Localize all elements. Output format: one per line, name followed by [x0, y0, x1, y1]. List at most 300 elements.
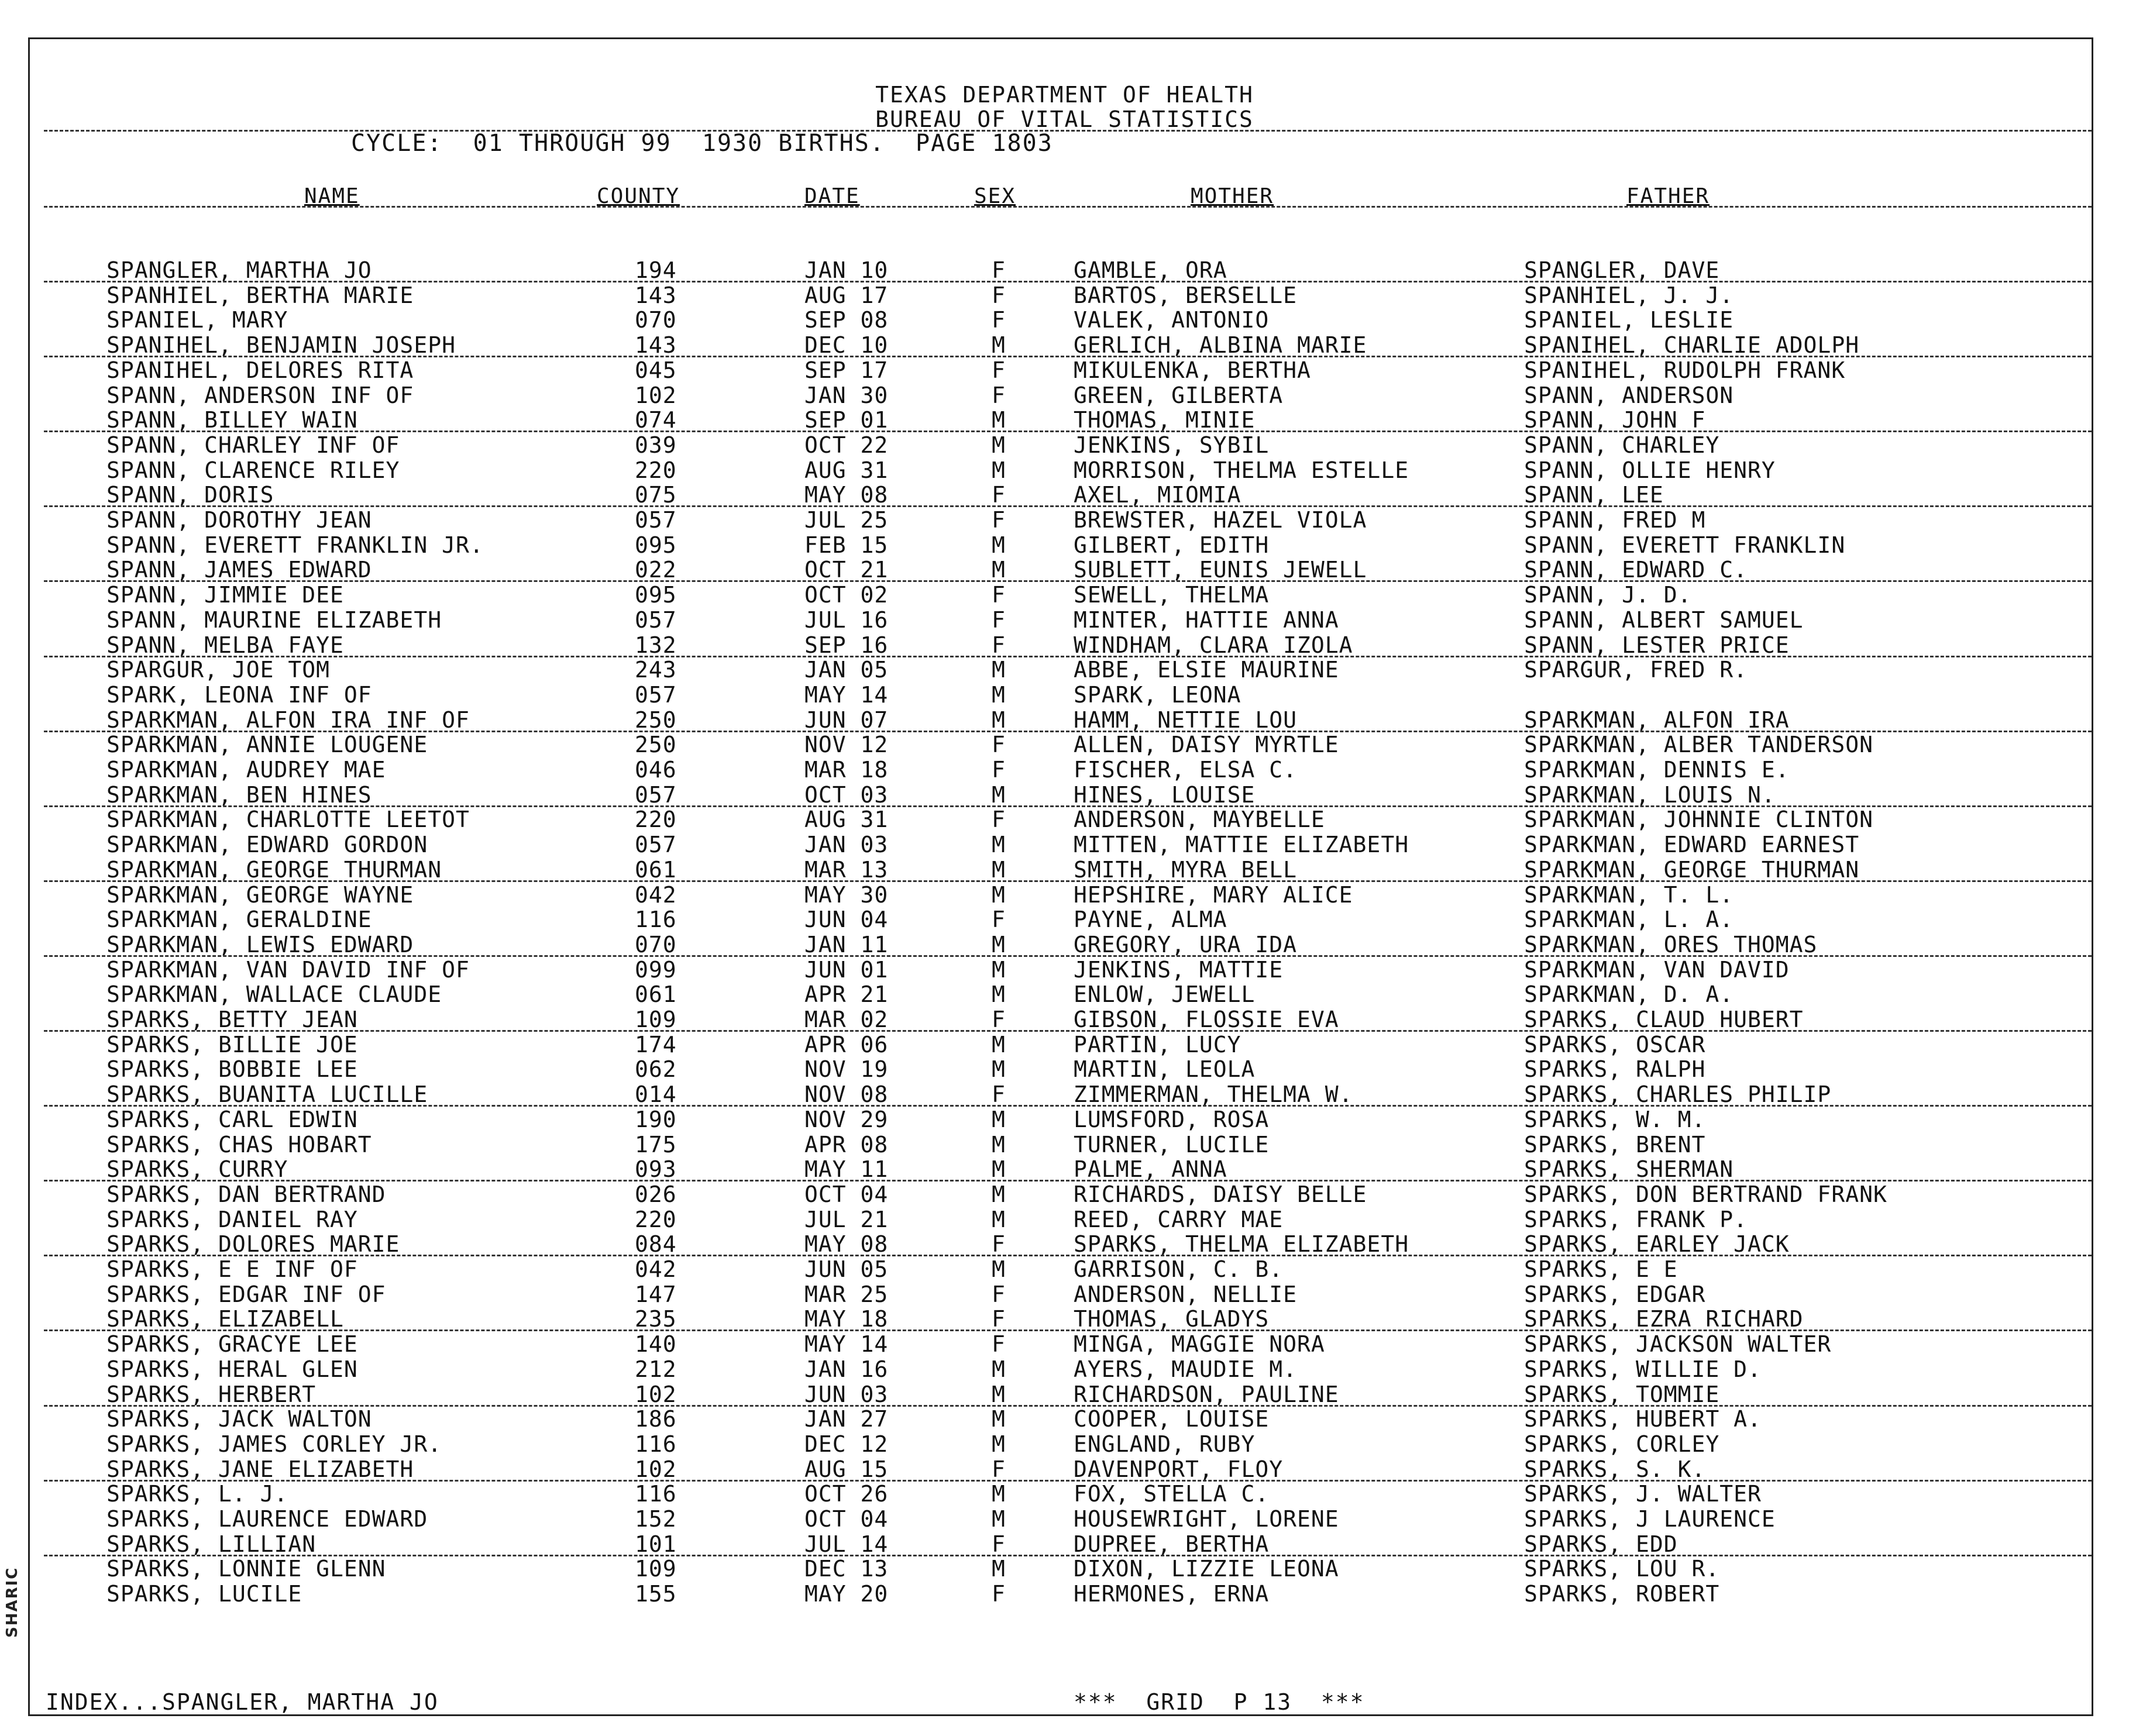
record-county: 186 [635, 1406, 677, 1432]
record-county: 174 [635, 1031, 677, 1058]
record-sex: F [992, 807, 1006, 833]
record-sex: M [992, 1356, 1006, 1382]
record-sex: M [992, 956, 1006, 983]
table-row [0, 682, 2129, 707]
record-mother: JENKINS, MATTIE [1074, 956, 1284, 983]
record-mother: FISCHER, ELSA C. [1074, 757, 1298, 783]
table-row [0, 507, 2129, 532]
record-sex: M [992, 931, 1006, 957]
record-mother: AXEL, MIOMIA [1074, 482, 1241, 508]
record-father: SPANN, FRED M [1524, 507, 1706, 533]
record-mother: VALEK, ANTONIO [1074, 307, 1270, 333]
record-county: 147 [635, 1281, 677, 1307]
record-date: JUL 21 [804, 1206, 889, 1232]
record-mother: HOUSEWRIGHT, LORENE [1074, 1506, 1339, 1532]
record-mother: DUPREE, BERTHA [1074, 1531, 1270, 1557]
record-date: JAN 05 [804, 657, 889, 683]
record-mother: WINDHAM, CLARA IZOLA [1074, 632, 1353, 658]
record-sex: F [992, 282, 1006, 308]
record-mother: COOPER, LOUISE [1074, 1406, 1270, 1432]
table-row [0, 1456, 2129, 1481]
record-sex: F [992, 1231, 1006, 1258]
record-county: 190 [635, 1106, 677, 1132]
record-father: SPANN, EVERETT FRANKLIN [1524, 532, 1846, 558]
record-date: OCT 03 [804, 781, 889, 808]
table-row [0, 807, 2129, 831]
record-sex: M [992, 881, 1006, 908]
table-row [0, 482, 2129, 507]
record-mother: DAVENPORT, FLOY [1074, 1456, 1284, 1482]
record-father: SPARKS, J. WALTER [1524, 1481, 1762, 1507]
record-name: SPARKS, ELIZABELL [106, 1306, 344, 1332]
record-mother: GILBERT, EDITH [1074, 532, 1270, 558]
record-date: MAR 02 [804, 1007, 889, 1032]
table-row [0, 1182, 2129, 1206]
record-county: 061 [635, 981, 677, 1008]
index-footer: INDEX...SPANGLER, MARTHA JO [46, 1689, 439, 1715]
record-mother: TURNER, LUCILE [1074, 1131, 1270, 1158]
record-father: SPANN, EDWARD C. [1524, 557, 1748, 583]
record-sex: M [992, 657, 1006, 683]
record-name: SPARKS, DANIEL RAY [106, 1206, 358, 1232]
record-name: SPANIHEL, DELORES RITA [106, 357, 414, 383]
record-name: SPANHIEL, BERTHA MARIE [106, 282, 414, 308]
record-name: SPARKS, GRACYE LEE [106, 1331, 358, 1358]
record-name: SPARKS, BETTY JEAN [106, 1007, 358, 1032]
record-father: SPARKMAN, DENNIS E. [1524, 757, 1790, 783]
record-father: SPARKMAN, ALBER TANDERSON [1524, 732, 1873, 758]
record-date: MAY 08 [804, 482, 889, 508]
record-name: SPARKMAN, CHARLOTTE LEETOT [106, 807, 470, 833]
record-date: JUL 16 [804, 607, 889, 633]
record-sex: M [992, 1056, 1006, 1083]
record-county: 057 [635, 507, 677, 533]
record-name: SPANN, CLARENCE RILEY [106, 457, 400, 483]
table-row [0, 1056, 2129, 1081]
record-county: 102 [635, 382, 677, 408]
record-date: MAR 13 [804, 856, 889, 883]
record-name: SPARKMAN, VAN DAVID INF OF [106, 956, 470, 983]
record-sex: F [992, 1281, 1006, 1307]
grid-footer: *** GRID P 13 *** [1074, 1689, 1365, 1715]
record-date: OCT 04 [804, 1181, 889, 1207]
record-mother: BARTOS, BERSELLE [1074, 282, 1298, 308]
record-county: 102 [635, 1381, 677, 1407]
record-name: SPANN, CHARLEY INF OF [106, 432, 400, 458]
record-sex: M [992, 1481, 1006, 1507]
record-county: 057 [635, 781, 677, 808]
record-date: SEP 01 [804, 407, 889, 433]
record-father: SPANGLER, DAVE [1524, 257, 1720, 283]
table-row [0, 1282, 2129, 1306]
record-sex: F [992, 507, 1006, 533]
table-row [0, 607, 2129, 632]
record-date: SEP 08 [804, 307, 889, 333]
record-father: SPANN, LEE [1524, 482, 1664, 508]
record-name: SPANN, MAURINE ELIZABETH [106, 607, 442, 633]
record-father: SPARGUR, FRED R. [1524, 657, 1748, 683]
record-mother: GARRISON, C. B. [1074, 1256, 1284, 1282]
record-name: SPANN, BILLEY WAIN [106, 407, 358, 433]
record-date: AUG 15 [804, 1456, 889, 1482]
record-county: 132 [635, 632, 677, 658]
record-name: SPANIHEL, BENJAMIN JOSEPH [106, 332, 456, 359]
record-name: SPARKS, CARL EDWIN [106, 1106, 358, 1132]
record-mother: GAMBLE, ORA [1074, 257, 1227, 283]
table-row [0, 457, 2129, 482]
record-sex: M [992, 981, 1006, 1008]
record-mother: DIXON, LIZZIE LEONA [1074, 1556, 1339, 1582]
record-name: SPARKS, LONNIE GLENN [106, 1556, 386, 1582]
record-county: 220 [635, 807, 677, 833]
record-name: SPARKMAN, EDWARD GORDON [106, 832, 428, 858]
record-sex: M [992, 1206, 1006, 1232]
record-mother: SEWELL, THELMA [1074, 582, 1270, 608]
table-row [0, 1406, 2129, 1431]
record-sex: F [992, 757, 1006, 783]
record-county: 061 [635, 856, 677, 883]
record-mother: ENLOW, JEWELL [1074, 981, 1256, 1008]
record-mother: MARTIN, LEOLA [1074, 1056, 1256, 1083]
record-sex: M [992, 1556, 1006, 1582]
record-date: MAY 14 [804, 1331, 889, 1358]
record-father: SPANIEL, LESLIE [1524, 307, 1734, 333]
record-county: 014 [635, 1081, 677, 1108]
record-county: 175 [635, 1131, 677, 1158]
record-sex: M [992, 1431, 1006, 1457]
record-name: SPARKS, JAMES CORLEY JR. [106, 1431, 442, 1457]
record-sex: F [992, 357, 1006, 383]
record-father: SPARKMAN, T. L. [1524, 881, 1734, 908]
record-county: 109 [635, 1007, 677, 1032]
table-row [0, 532, 2129, 557]
record-name: SPARGUR, JOE TOM [106, 657, 331, 683]
record-mother: RICHARDSON, PAULINE [1074, 1381, 1339, 1407]
record-date: OCT 04 [804, 1506, 889, 1532]
record-name: SPARKMAN, AUDREY MAE [106, 757, 386, 783]
record-date: MAY 08 [804, 1231, 889, 1258]
record-name: SPANN, MELBA FAYE [106, 632, 344, 658]
record-date: JUN 01 [804, 956, 889, 983]
record-mother: SPARK, LEONA [1074, 681, 1241, 708]
table-row [0, 782, 2129, 807]
record-mother: PAYNE, ALMA [1074, 907, 1227, 933]
record-county: 075 [635, 482, 677, 508]
record-name: SPANN, ANDERSON INF OF [106, 382, 414, 408]
table-row [0, 1156, 2129, 1181]
record-sex: M [992, 432, 1006, 458]
record-father: SPARKS, CHARLES PHILIP [1524, 1081, 1832, 1108]
record-mother: SUBLETT, EUNIS JEWELL [1074, 557, 1367, 583]
record-sex: F [992, 1306, 1006, 1332]
record-name: SPARKS, E E INF OF [106, 1256, 358, 1282]
record-date: JUL 14 [804, 1531, 889, 1557]
record-date: APR 21 [804, 981, 889, 1008]
record-county: 220 [635, 457, 677, 483]
record-sex: F [992, 632, 1006, 658]
record-name: SPARKS, JACK WALTON [106, 1406, 372, 1432]
record-date: OCT 21 [804, 557, 889, 583]
record-date: AUG 31 [804, 457, 889, 483]
record-father: SPANIHEL, CHARLIE ADOLPH [1524, 332, 1860, 359]
record-county: 093 [635, 1156, 677, 1183]
record-date: OCT 02 [804, 582, 889, 608]
table-row [0, 357, 2129, 382]
record-father: SPARKS, E E [1524, 1256, 1678, 1282]
record-sex: M [992, 557, 1006, 583]
table-row [0, 1256, 2129, 1281]
record-mother: SMITH, MYRA BELL [1074, 856, 1298, 883]
record-county: 074 [635, 407, 677, 433]
record-county: 220 [635, 1206, 677, 1232]
record-name: SPARKS, LAURENCE EDWARD [106, 1506, 428, 1532]
record-mother: BREWSTER, HAZEL VIOLA [1074, 507, 1367, 533]
record-county: 095 [635, 582, 677, 608]
record-mother: HINES, LOUISE [1074, 781, 1256, 808]
record-father: SPARKS, J LAURENCE [1524, 1506, 1776, 1532]
record-mother: AYERS, MAUDIE M. [1074, 1356, 1298, 1382]
record-date: JUN 04 [804, 907, 889, 933]
record-sex: M [992, 532, 1006, 558]
record-father: SPARKMAN, D. A. [1524, 981, 1734, 1008]
record-name: SPARKS, CURRY [106, 1156, 288, 1183]
record-date: MAY 14 [804, 681, 889, 708]
record-county: 243 [635, 657, 677, 683]
record-sex: F [992, 1456, 1006, 1482]
record-county: 057 [635, 832, 677, 858]
record-county: 095 [635, 532, 677, 558]
record-name: SPANGLER, MARTHA JO [106, 257, 372, 283]
record-county: 099 [635, 956, 677, 983]
table-row [0, 757, 2129, 781]
record-father: SPARKMAN, VAN DAVID [1524, 956, 1790, 983]
record-county: 042 [635, 1256, 677, 1282]
record-mother: RICHARDS, DAISY BELLE [1074, 1181, 1367, 1207]
table-row [0, 257, 2129, 282]
record-mother: SPARKS, THELMA ELIZABETH [1074, 1231, 1409, 1258]
record-county: 046 [635, 757, 677, 783]
column-header-father: FATHER [1626, 184, 1710, 208]
record-father: SPANN, J. D. [1524, 582, 1692, 608]
record-sex: F [992, 607, 1006, 633]
record-sex: M [992, 1406, 1006, 1432]
table-row [0, 981, 2129, 1006]
record-sex: F [992, 1331, 1006, 1358]
record-date: SEP 16 [804, 632, 889, 658]
record-name: SPARKS, LUCILE [106, 1581, 302, 1607]
record-name: SPANN, EVERETT FRANKLIN JR. [106, 532, 484, 558]
record-mother: MIKULENKA, BERTHA [1074, 357, 1311, 383]
record-father: SPARKS, WILLIE D. [1524, 1356, 1762, 1382]
table-row [0, 882, 2129, 907]
table-row [0, 957, 2129, 981]
record-sex: M [992, 407, 1006, 433]
record-sex: M [992, 1106, 1006, 1132]
record-county: 070 [635, 307, 677, 333]
table-row [0, 1207, 2129, 1231]
record-father: SPARKS, BRENT [1524, 1131, 1706, 1158]
record-father: SPARKS, EZRA RICHARD [1524, 1306, 1804, 1332]
table-row [0, 1007, 2129, 1031]
table-row [0, 557, 2129, 581]
record-county: 042 [635, 881, 677, 908]
table-row [0, 1556, 2129, 1580]
record-name: SPARKS, BUANITA LUCILLE [106, 1081, 428, 1108]
table-row [0, 1306, 2129, 1331]
record-county: 062 [635, 1056, 677, 1083]
record-father: SPANN, ANDERSON [1524, 382, 1734, 408]
record-mother: LUMSFORD, ROSA [1074, 1106, 1270, 1132]
record-date: DEC 12 [804, 1431, 889, 1457]
table-row [0, 1107, 2129, 1131]
record-father: SPARKS, TOMMIE [1524, 1381, 1720, 1407]
record-date: JUN 07 [804, 707, 889, 733]
record-name: SPARKS, CHAS HOBART [106, 1131, 372, 1158]
record-mother: ABBE, ELSIE MAURINE [1074, 657, 1339, 683]
table-row [0, 1581, 2129, 1606]
record-date: MAR 18 [804, 757, 889, 783]
record-father: SPARKS, CLAUD HUBERT [1524, 1007, 1804, 1032]
record-date: NOV 12 [804, 732, 889, 758]
record-date: JAN 03 [804, 832, 889, 858]
record-mother: MINTER, HATTIE ANNA [1074, 607, 1339, 633]
record-name: SPARKMAN, BEN HINES [106, 781, 372, 808]
table-row [0, 732, 2129, 756]
record-sex: M [992, 681, 1006, 708]
record-sex: F [992, 582, 1006, 608]
record-mother: JENKINS, SYBIL [1074, 432, 1270, 458]
record-date: OCT 26 [804, 1481, 889, 1507]
record-name: SPARKMAN, ANNIE LOUGENE [106, 732, 428, 758]
side-stamp: SHARIC [4, 1566, 21, 1638]
record-name: SPARKS, L. J. [106, 1481, 288, 1507]
table-row [0, 432, 2129, 457]
record-father: SPANN, CHARLEY [1524, 432, 1720, 458]
record-father: SPARKS, EDD [1524, 1531, 1678, 1557]
record-name: SPARKMAN, GEORGE THURMAN [106, 856, 442, 883]
record-date: JAN 11 [804, 931, 889, 957]
record-mother: ENGLAND, RUBY [1074, 1431, 1256, 1457]
record-county: 039 [635, 432, 677, 458]
record-sex: F [992, 1081, 1006, 1108]
record-date: JAN 30 [804, 382, 889, 408]
record-county: 143 [635, 332, 677, 359]
record-name: SPARKMAN, WALLACE CLAUDE [106, 981, 442, 1008]
record-mother: HERMONES, ERNA [1074, 1581, 1270, 1607]
column-header-mother: MOTHER [1191, 184, 1274, 208]
record-mother: GIBSON, FLOSSIE EVA [1074, 1007, 1339, 1032]
table-row [0, 1032, 2129, 1056]
record-father: SPANN, ALBERT SAMUEL [1524, 607, 1804, 633]
record-sex: M [992, 1131, 1006, 1158]
record-name: SPARKS, BILLIE JOE [106, 1031, 358, 1058]
table-row [0, 1081, 2129, 1106]
table-row [0, 1356, 2129, 1381]
record-county: 045 [635, 357, 677, 383]
record-name: SPARKS, BOBBIE LEE [106, 1056, 358, 1083]
record-county: 235 [635, 1306, 677, 1332]
table-row [0, 1331, 2129, 1356]
record-county: 250 [635, 732, 677, 758]
department-title: TEXAS DEPARTMENT OF HEALTH [875, 82, 1254, 108]
record-mother: GREGORY, URA IDA [1074, 931, 1298, 957]
record-sex: M [992, 1156, 1006, 1183]
record-county: 194 [635, 257, 677, 283]
record-father: SPARKS, DON BERTRAND FRANK [1524, 1181, 1887, 1207]
record-mother: ZIMMERMAN, THELMA W. [1074, 1081, 1353, 1108]
record-father: SPARKMAN, EDWARD EARNEST [1524, 832, 1860, 858]
record-mother: REED, CARRY MAE [1074, 1206, 1284, 1232]
record-name: SPARKS, DAN BERTRAND [106, 1181, 386, 1207]
record-date: NOV 08 [804, 1081, 889, 1108]
record-father: SPARKMAN, JOHNNIE CLINTON [1524, 807, 1873, 833]
record-date: MAR 25 [804, 1281, 889, 1307]
record-county: 084 [635, 1231, 677, 1258]
table-row [0, 832, 2129, 856]
record-father: SPARKS, JACKSON WALTER [1524, 1331, 1832, 1358]
record-mother: THOMAS, GLADYS [1074, 1306, 1270, 1332]
column-header-date: DATE [804, 184, 860, 208]
record-date: OCT 22 [804, 432, 889, 458]
record-county: 026 [635, 1181, 677, 1207]
record-name: SPANN, JAMES EDWARD [106, 557, 372, 583]
record-sex: F [992, 382, 1006, 408]
record-father: SPARKS, W. M. [1524, 1106, 1706, 1132]
record-sex: F [992, 1007, 1006, 1032]
record-sex: F [992, 1581, 1006, 1607]
record-mother: GREEN, GILBERTA [1074, 382, 1284, 408]
record-name: SPARKS, HERBERT [106, 1381, 317, 1407]
record-father: SPARKMAN, ORES THOMAS [1524, 931, 1818, 957]
record-mother: ANDERSON, MAYBELLE [1074, 807, 1325, 833]
record-date: AUG 17 [804, 282, 889, 308]
table-row [0, 1132, 2129, 1156]
record-father: SPARKS, CORLEY [1524, 1431, 1720, 1457]
record-mother: ANDERSON, NELLIE [1074, 1281, 1298, 1307]
record-date: MAY 11 [804, 1156, 889, 1183]
record-mother: HAMM, NETTIE LOU [1074, 707, 1298, 733]
record-name: SPARKS, HERAL GLEN [106, 1356, 358, 1382]
record-sex: F [992, 1531, 1006, 1557]
table-row [0, 332, 2129, 357]
bureau-title: BUREAU OF VITAL STATISTICS [875, 106, 1254, 132]
record-mother: MINGA, MAGGIE NORA [1074, 1331, 1325, 1358]
record-county: 116 [635, 1431, 677, 1457]
table-row [0, 1481, 2129, 1506]
record-date: DEC 13 [804, 1556, 889, 1582]
record-date: AUG 31 [804, 807, 889, 833]
record-county: 116 [635, 1481, 677, 1507]
record-date: NOV 29 [804, 1106, 889, 1132]
record-county: 057 [635, 607, 677, 633]
table-row [0, 932, 2129, 956]
record-date: MAY 18 [804, 1306, 889, 1332]
record-name: SPARKS, JANE ELIZABETH [106, 1456, 414, 1482]
record-mother: HEPSHIRE, MARY ALICE [1074, 881, 1353, 908]
record-mother: MORRISON, THELMA ESTELLE [1074, 457, 1409, 483]
record-father: SPARKS, RALPH [1524, 1056, 1706, 1083]
record-father: SPANN, OLLIE HENRY [1524, 457, 1776, 483]
record-father: SPARKMAN, LOUIS N. [1524, 781, 1776, 808]
record-date: FEB 15 [804, 532, 889, 558]
table-row [0, 857, 2129, 881]
record-sex: M [992, 707, 1006, 733]
table-row [0, 383, 2129, 407]
table-row [0, 907, 2129, 931]
record-father: SPARKMAN, ALFON IRA [1524, 707, 1790, 733]
record-sex: M [992, 781, 1006, 808]
record-name: SPARK, LEONA INF OF [106, 681, 372, 708]
